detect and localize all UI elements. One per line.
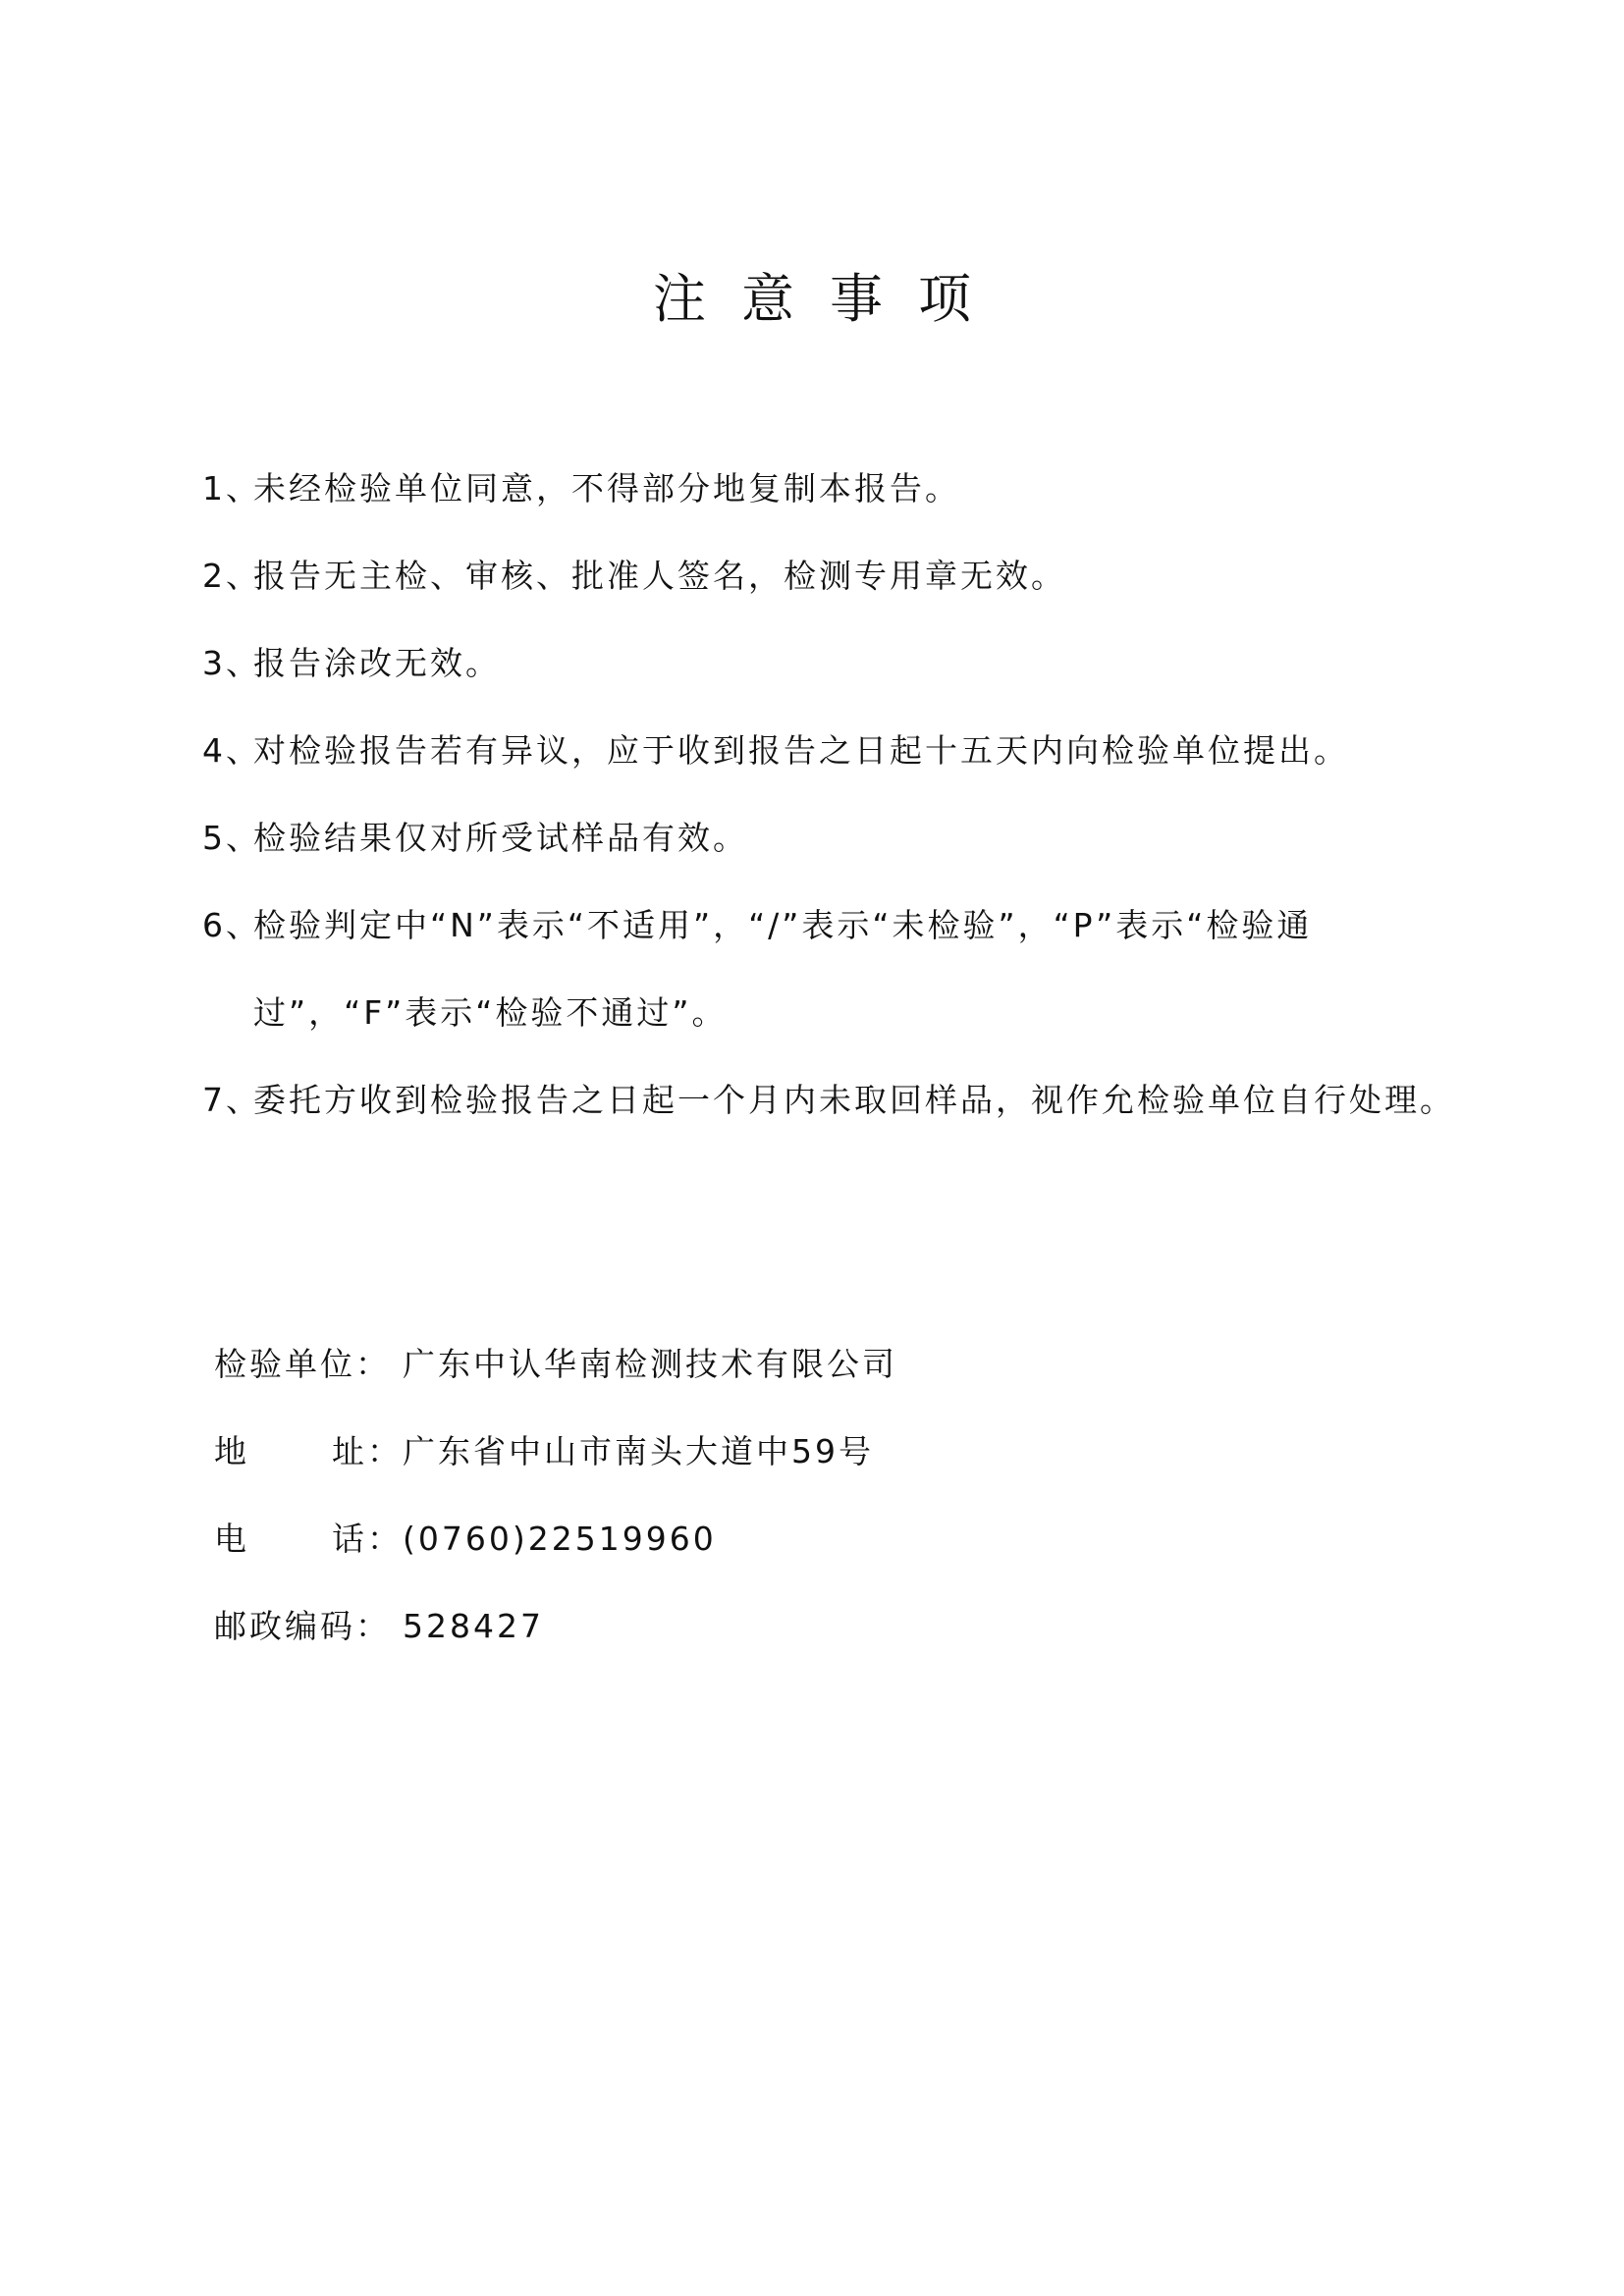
contact-address-label — [214, 1408, 403, 1495]
contact-unit-row — [214, 1320, 1392, 1408]
note-number: 3、 — [202, 644, 261, 682]
note-number: 1、 — [202, 469, 261, 507]
note-item-5 — [202, 794, 1498, 881]
note-text: 报告无主检、审核、批准人签名，检测专用章无效。 — [253, 557, 1066, 595]
note-number: 2、 — [202, 557, 261, 595]
contact-address-row — [214, 1408, 1392, 1495]
contact-block — [214, 1320, 1392, 1670]
note-item-4 — [202, 707, 1498, 794]
contact-postcode-label: 邮政编码： — [214, 1607, 391, 1645]
contact-address-label-part: 地 — [214, 1432, 249, 1470]
contact-phone-row — [214, 1495, 1392, 1582]
contact-address-label-part: 址： — [332, 1432, 403, 1470]
contact-unit-value: 广东中认华南检测技术有限公司 — [403, 1345, 897, 1383]
page-title: 注意事项 — [653, 268, 1006, 330]
note-item-1 — [202, 445, 1498, 532]
note-item-3 — [202, 619, 1498, 707]
note-text: 委托方收到检验报告之日起一个月内未取回样品，视作允检验单位自行处理。 — [253, 1081, 1455, 1119]
note-text: 对检验报告若有异议，应于收到报告之日起十五天内向检验单位提出。 — [253, 731, 1349, 770]
contact-unit-label: 检验单位： — [214, 1345, 391, 1383]
note-item-6 — [202, 881, 1498, 1056]
note-item-2 — [202, 532, 1498, 619]
contact-phone-value: (0760)22519960 — [403, 1520, 717, 1558]
note-number: 5、 — [202, 819, 261, 857]
contact-phone-label-part: 电 — [214, 1520, 249, 1558]
contact-phone-label — [214, 1495, 403, 1582]
contact-postcode-value: 528427 — [403, 1607, 544, 1645]
note-item-7 — [202, 1056, 1498, 1144]
contact-postcode-row — [214, 1582, 1392, 1670]
note-number: 7、 — [202, 1081, 261, 1119]
note-text: 检验判定中“N”表示“不适用”，“/”表示“未检验”，“P”表示“检验通过”，“F”表示“检验不通过”。 — [253, 906, 1313, 1032]
contact-address-value: 广东省中山市南头大道中59号 — [403, 1432, 874, 1470]
contact-phone-label-part: 话： — [332, 1520, 403, 1558]
note-text: 报告涂改无效。 — [253, 644, 501, 682]
note-number: 4、 — [202, 731, 261, 770]
note-number: 6、 — [202, 906, 261, 944]
notes-list — [202, 445, 1498, 1144]
note-text: 未经检验单位同意，不得部分地复制本报告。 — [253, 469, 960, 507]
note-text: 检验结果仅对所受试样品有效。 — [253, 819, 748, 857]
